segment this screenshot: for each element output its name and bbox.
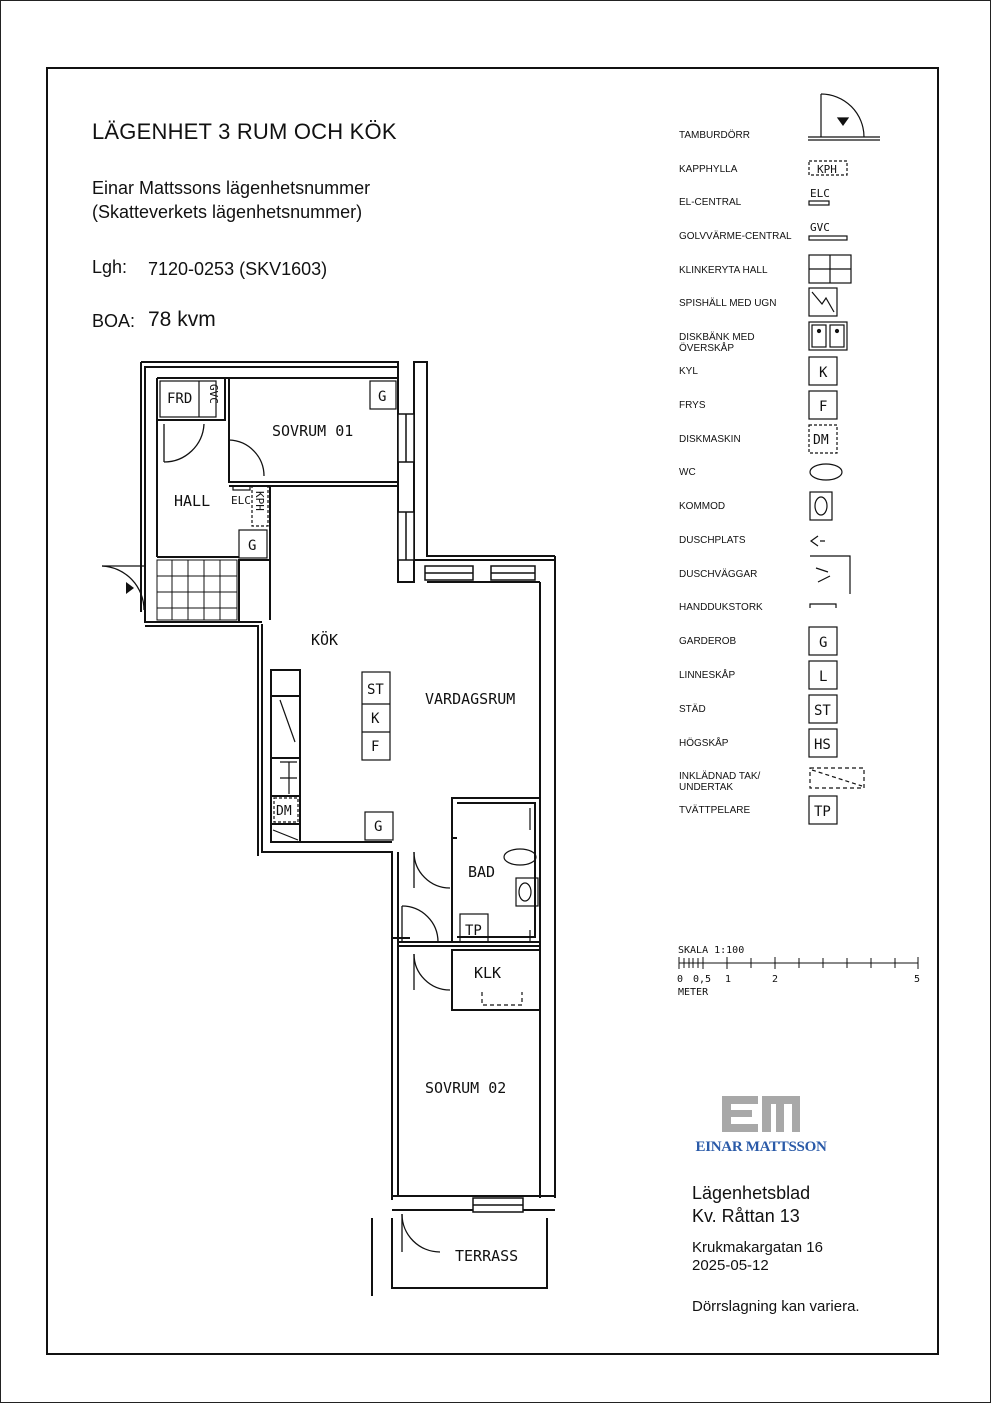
property-name: Kv. Råttan 13 — [692, 1206, 800, 1226]
scale-tick-2: 2 — [772, 974, 779, 985]
kph-label: KPH — [253, 491, 266, 511]
kok-wardrobe-label: G — [374, 819, 383, 835]
legend-label-inkladnad: INKLÄDNAD TAK/ UNDERTAK — [679, 771, 761, 793]
hall-wardrobe-label: G — [248, 538, 257, 554]
legend-icon-k-text: K — [819, 365, 828, 381]
page-title: LÄGENHET 3 RUM OCH KÖK — [92, 119, 397, 144]
legend-label-el-central: EL-CENTRAL — [679, 197, 742, 208]
scale-title: SKALA 1:100 — [678, 945, 745, 956]
k-label: K — [371, 711, 380, 727]
legend-label-tamburdorr: TAMBURDÖRR — [679, 130, 750, 141]
legend-label-klinker: KLINKERYTA HALL — [679, 265, 768, 276]
kok-label: KÖK — [311, 631, 339, 649]
sovrum01-wardrobe-label: G — [378, 389, 387, 405]
legend-icon-kph-text: KPH — [817, 163, 837, 176]
legend-icon-f-text: F — [819, 399, 828, 415]
legend-icon-g-text: G — [819, 635, 828, 651]
legend-label-spishall: SPISHÄLL MED UGN — [679, 298, 777, 309]
sovrum01-label: SOVRUM 01 — [272, 422, 354, 440]
dm-label: DM — [276, 804, 292, 819]
hall-label: HALL — [174, 492, 211, 510]
legend-label-handdukstork: HANDDUKSTORK — [679, 602, 763, 613]
legend-label-kapphylla: KAPPHYLLA — [679, 164, 738, 175]
legend-icon-elc-text: ELC — [810, 187, 830, 200]
lgh-value: 7120-0253 (SKV1603) — [148, 259, 328, 279]
frd-label: FRD — [167, 391, 193, 407]
legend-icon-gvc-text: GVC — [810, 221, 830, 234]
legend-label-diskmaskin: DISKMASKIN — [679, 434, 741, 445]
st-label: ST — [367, 682, 384, 698]
scale-tick-5: 5 — [914, 974, 921, 985]
legend-label-duschvaggar: DUSCHVÄGGAR — [679, 569, 758, 580]
legend-label-tvattpelare: TVÄTTPELARE — [679, 805, 751, 816]
legend-icon-dm-text: DM — [813, 433, 829, 448]
door-note: Dörrslagning kan variera. — [692, 1298, 860, 1315]
elc-label: ELC — [231, 494, 251, 507]
lgh-label: Lgh: — [92, 257, 128, 277]
boa-label: BOA: — [92, 311, 136, 331]
scale-unit: METER — [678, 987, 709, 998]
legend-icon-tp-text: TP — [814, 804, 831, 820]
legend-label-frys: FRYS — [679, 400, 706, 411]
legend-label-diskbank: DISKBÄNK MED ÖVERSKÅP — [679, 332, 755, 354]
f-label: F — [371, 739, 380, 755]
legend-label-golvvarme: GOLVVÄRME-CENTRAL — [679, 231, 792, 242]
legend-icon-st-text: ST — [814, 703, 831, 719]
boa-value: 78 kvm — [148, 308, 216, 331]
legend-label-wc: WC — [679, 467, 696, 478]
scale-tick-0: 0 — [677, 974, 684, 985]
apartment-number-caption: Einar Mattssons lägenhetsnummer — [92, 178, 371, 198]
legend-label-duschplats: DUSCHPLATS — [679, 535, 746, 546]
legend-icon-l-text: L — [819, 669, 828, 685]
brand-name: EINAR MATTSSON — [695, 1139, 827, 1155]
tax-agency-number-caption: (Skatteverkets lägenhetsnummer) — [92, 202, 363, 222]
vardagsrum-label: VARDAGSRUM — [425, 690, 516, 708]
sovrum02-label: SOVRUM 02 — [425, 1079, 507, 1097]
address: Krukmakargatan 16 — [692, 1239, 823, 1256]
legend-label-stad: STÄD — [679, 704, 706, 715]
scale-tick-05: 0,5 — [693, 974, 712, 985]
legend-icon-hs-text: HS — [814, 737, 831, 753]
legend-label-kommod: KOMMOD — [679, 501, 726, 512]
legend-label-hogskap: HÖGSKÅP — [679, 738, 729, 749]
terrass-label: TERRASS — [455, 1247, 519, 1265]
legend-label-garderob: GARDEROB — [679, 636, 737, 647]
bad-label: BAD — [468, 863, 496, 881]
gvc-label: GVC — [207, 384, 220, 404]
klk-label: KLK — [474, 964, 502, 982]
date: 2025-05-12 — [692, 1257, 769, 1274]
legend-label-linneskap: LINNESKÅP — [679, 670, 736, 681]
doc-type: Lägenhetsblad — [692, 1183, 811, 1203]
scale-tick-1: 1 — [725, 974, 732, 985]
tp-label: TP — [465, 923, 482, 939]
legend-label-kyl: KYL — [679, 366, 698, 377]
